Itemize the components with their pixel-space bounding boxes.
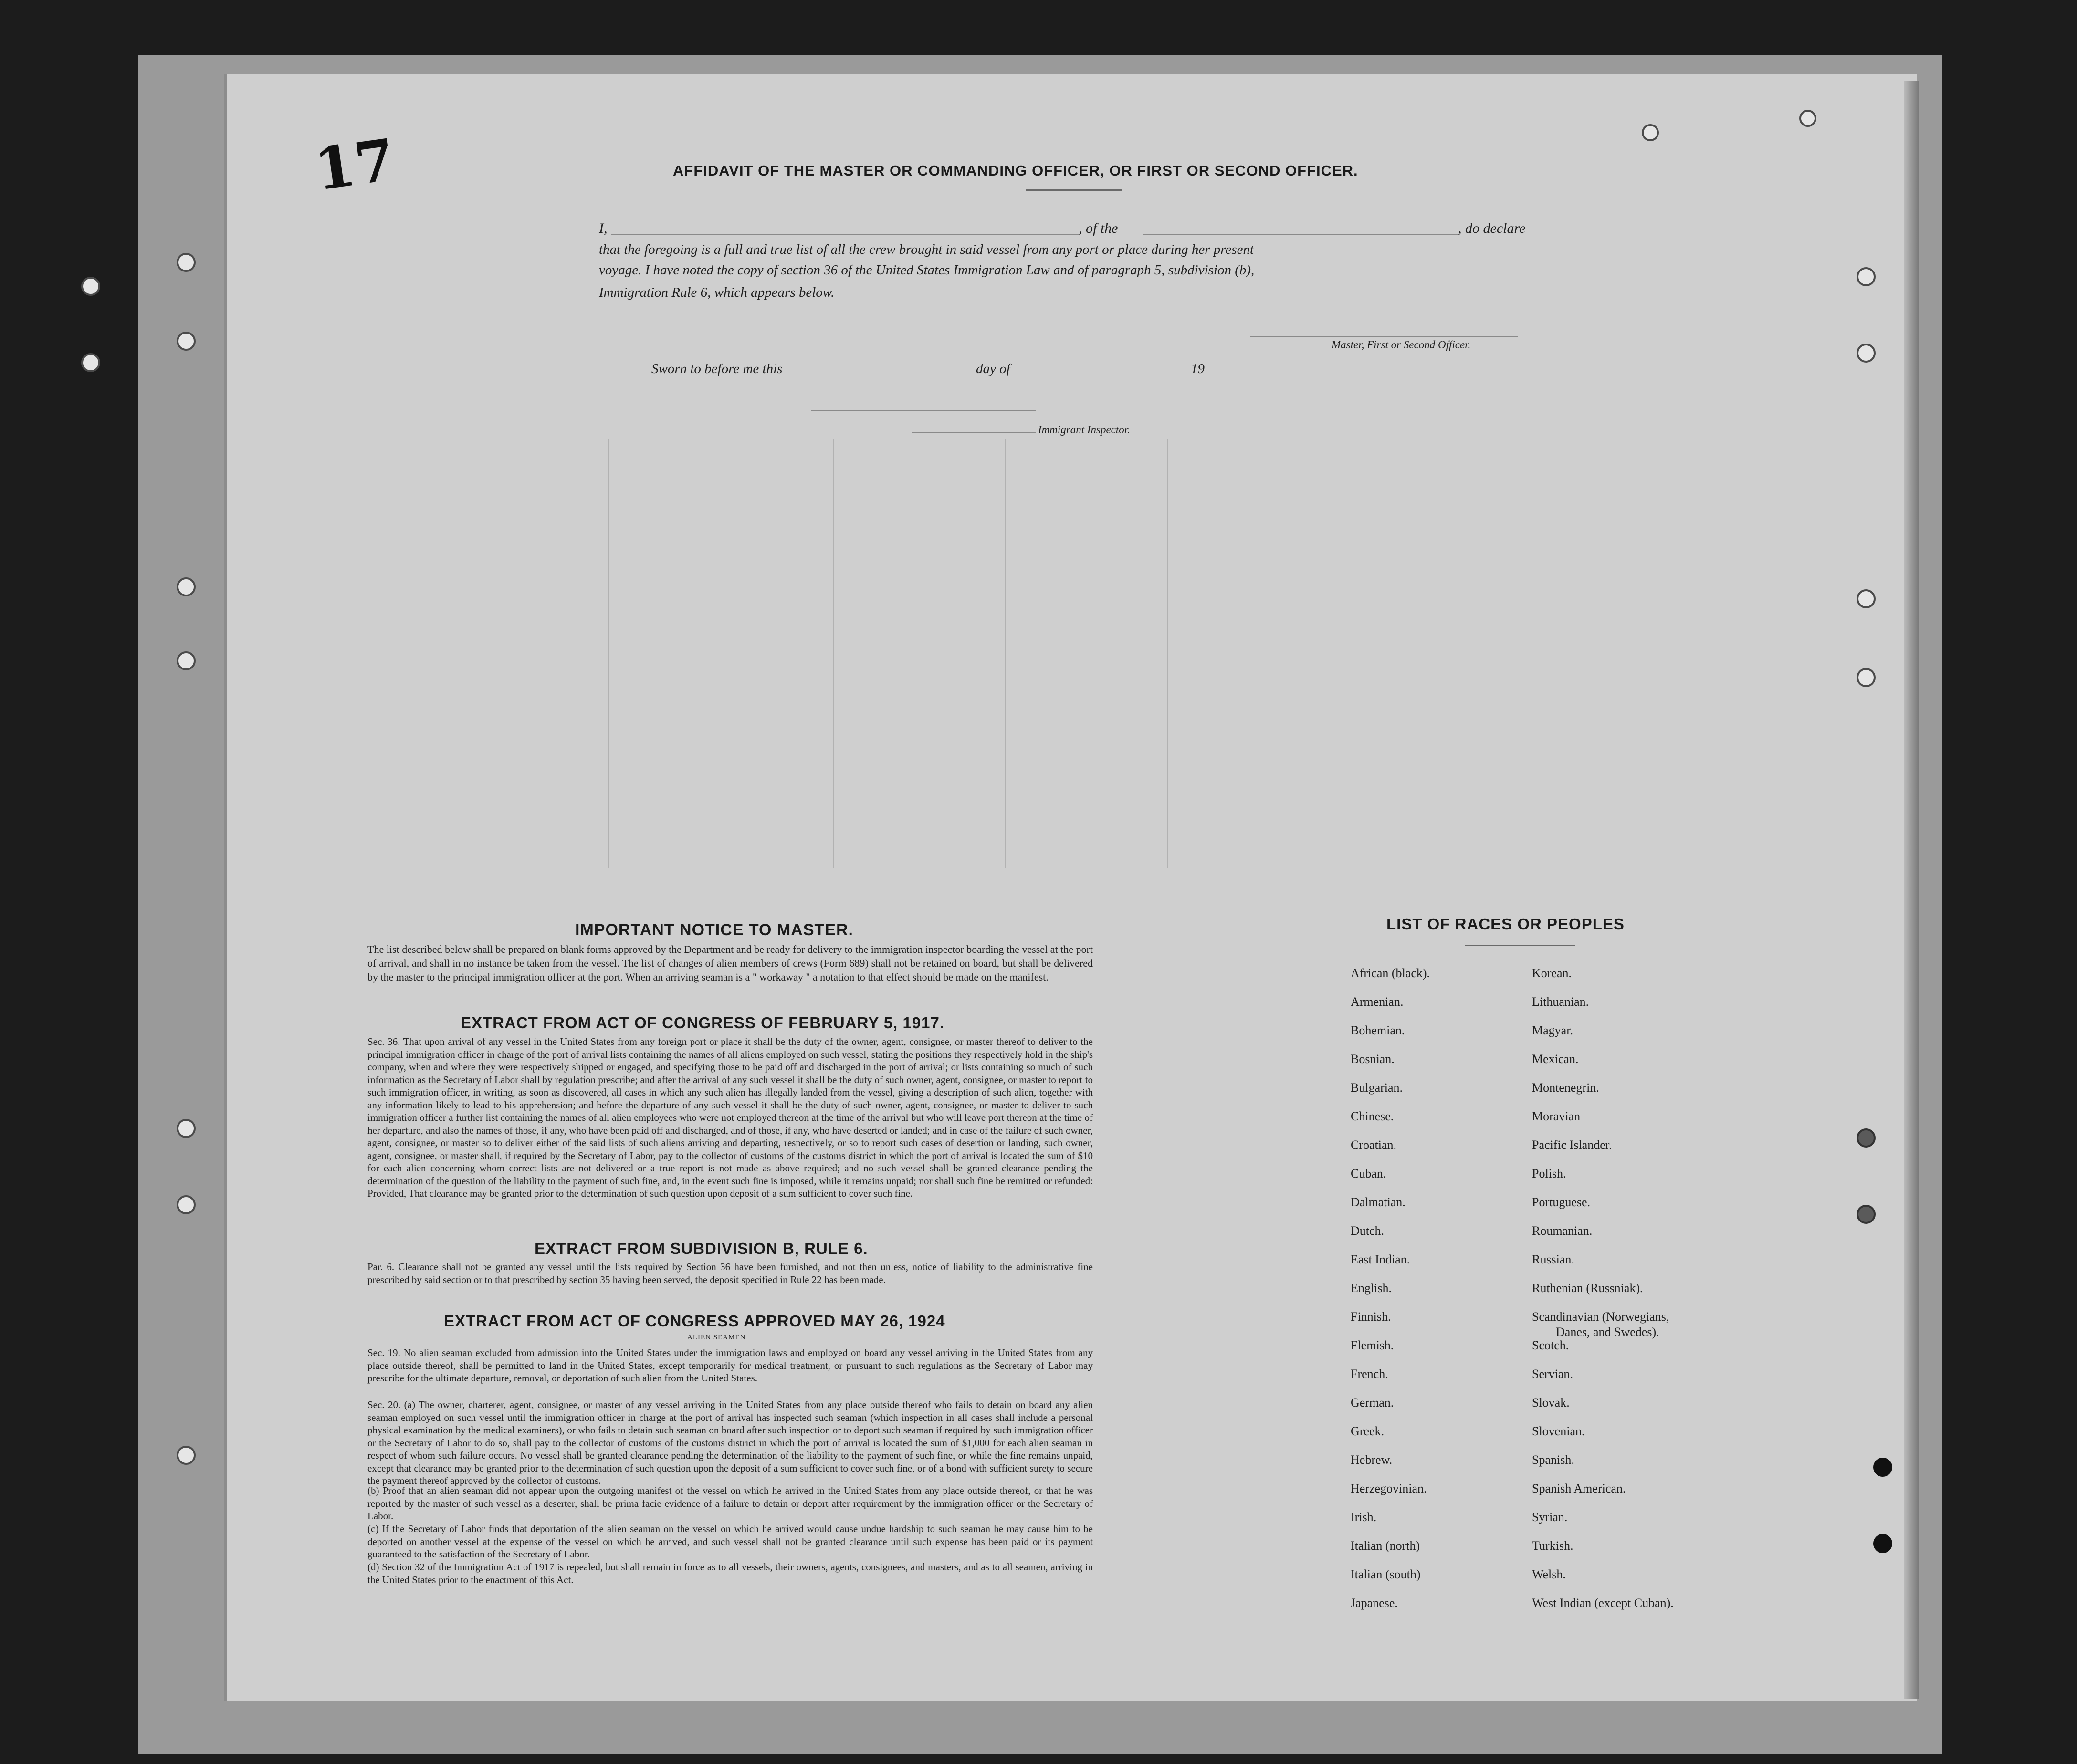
race-item: Finnish. (1351, 1310, 1391, 1324)
binder-hole-icon (1857, 1128, 1876, 1148)
race-item: Herzegovinian. (1351, 1482, 1427, 1495)
race-item: Bohemian. (1351, 1023, 1405, 1037)
race-item: East Indian. (1351, 1253, 1410, 1266)
binder-hole-icon (1857, 1205, 1876, 1224)
vessel-name-field (1143, 234, 1458, 235)
races-title-rule (1465, 945, 1575, 946)
race-item: Flemish. (1351, 1338, 1394, 1352)
race-item: Scotch. (1532, 1338, 1569, 1352)
race-item: Welsh. (1532, 1567, 1566, 1581)
race-item: Danes, and Swedes). (1556, 1325, 1659, 1339)
extract-1917-title: EXTRACT FROM ACT OF CONGRESS OF FEBRUARY 5, 1917. (461, 1014, 945, 1032)
affidavit-line1-of: , of the (1079, 220, 1118, 236)
race-item: Bulgarian. (1351, 1081, 1403, 1095)
notice-title: IMPORTANT NOTICE TO MASTER. (575, 921, 853, 939)
race-item: Pacific Islander. (1532, 1138, 1612, 1152)
race-item: Korean. (1532, 966, 1572, 980)
race-item: Polish. (1532, 1167, 1566, 1180)
column-line (833, 439, 834, 868)
binder-hole-icon (177, 332, 196, 351)
race-item: Armenian. (1351, 995, 1404, 1009)
binder-hole-icon (1642, 124, 1659, 141)
binder-hole-icon (177, 1195, 196, 1214)
race-item: West Indian (except Cuban). (1532, 1596, 1674, 1610)
affidavit-line2: that the foregoing is a full and true list of all the crew brought in said vessel from any port or place during her present (599, 242, 1254, 257)
extract-1924-title: EXTRACT FROM ACT OF CONGRESS APPROVED MAY 26, 1924 (444, 1312, 945, 1330)
race-item: Roumanian. (1532, 1224, 1593, 1238)
signature-label: Master, First or Second Officer. (1332, 339, 1471, 351)
affidavit-line3: voyage. I have noted the copy of section 36 of the United States Immigration Law and of paragraph 5, subdivision (b), (599, 262, 1255, 278)
inspector-signature-field (811, 410, 1036, 411)
binder-hole-icon (1873, 1534, 1892, 1553)
race-item: Irish. (1351, 1510, 1377, 1524)
race-item: Dutch. (1351, 1224, 1385, 1238)
race-item: Dalmatian. (1351, 1195, 1406, 1209)
race-item: Cuban. (1351, 1167, 1386, 1180)
extract-1924-sec20d: (d) Section 32 of the Immigration Act of 1917 is repealed, but shall remain in force as to all vessels, their owners, agents, consignees, and masters, and as to all seamen, arriving in the United States prior to the enactment of this Act. (367, 1561, 1093, 1586)
extract-1917-body: Sec. 36. That upon arrival of any vessel in the United States from any foreign port or place it shall be the duty of the owner, agent, consignee, or master thereof to deliver to the principal immigration officer in charge of the port of arrival lists containing the names of all aliens employed on such vessel, stating the positions they respectively hold in the ship's company, when and where they were respectively shipped or engaged, and specifying those to be paid off and discharged in the port of arrival; or lists containing so much of such information as the Secretary of Labor shall by regulation prescribe; and after the arrival of any such vessel it shall be the duty of such owner, agent, consignee, or master to report to such immigration officer, in writing, as soon as discovered, all cases in which any such alien has illegally landed from the vessel, giving a description of such alien, together with any information likely to lead to his apprehension; and before the departure of any such vessel it shall be the duty of such owner, agent, consignee, or master to deliver to such immigration officer a further list containing the names of all alien employees who were not employed thereon at the time of the arrival but who will leave port thereon at the time of her departure, and also the names of those, if any, who have been paid off and discharged, and of those, if any, who have deserted or landed; and in case of the failure of such owner, agent, consignee, or master so to deliver either of the said lists of such aliens arriving and departing, respectively, or so to report such cases of desertion or landing, such owner, agent, consignee, or master shall, if required by the Secretary of Labor, pay to the collector of customs of the customs district in which the port of arrival is located the sum of $10 for each alien concerning whom correct lists are not delivered or a true report is not made as above required; and no such vessel shall be granted clearance pending the determination of the question of the liability to the payment of such fine, and, in the event such fine is imposed, while it remains unpaid; nor shall such fine be remitted or refunded: Provided, That clearance may be granted prior to the determination of such question upon deposit of a sum sufficient to cover such fine. (367, 1036, 1093, 1199)
handwritten-mark: 17 (311, 126, 399, 204)
extract-1924-subtitle: ALIEN SEAMEN (687, 1334, 746, 1341)
sworn-year: 19 (1191, 361, 1205, 376)
race-item: Slovak. (1532, 1396, 1570, 1409)
binder-hole-icon (177, 651, 196, 670)
inspector-field (912, 432, 1036, 433)
binder-hole-icon (1857, 344, 1876, 363)
race-item: Montenegrin. (1532, 1081, 1599, 1095)
race-item: Spanish. (1532, 1453, 1574, 1467)
race-item: Mexican. (1532, 1052, 1579, 1066)
race-item: African (black). (1351, 966, 1430, 980)
affidavit-title: AFFIDAVIT OF THE MASTER OR COMMANDING OFFICER, OR FIRST OR SECOND OFFICER. (673, 162, 1358, 179)
extract-rule6-body: Par. 6. Clearance shall not be granted any vessel until the lists required by Section 36 have been furnished, and not then unless, notice of liability to the administrative fine prescribed by said section or to that prescribed by section 35 having been served, the deposit specified in Rule 22 has been made. (367, 1261, 1093, 1285)
affidavit-line4: Immigration Rule 6, which appears below. (599, 285, 835, 300)
binder-hole-icon (1857, 267, 1876, 286)
binder-hole-icon (1857, 589, 1876, 608)
race-item: Bosnian. (1351, 1052, 1395, 1066)
sworn-day-of: day of (976, 361, 1010, 376)
race-item: Servian. (1532, 1367, 1573, 1381)
race-item: Syrian. (1532, 1510, 1568, 1524)
extract-rule6-title: EXTRACT FROM SUBDIVISION B, RULE 6. (535, 1240, 868, 1257)
race-item: German. (1351, 1396, 1394, 1409)
binder-hole-icon (177, 1119, 196, 1138)
race-item: Magyar. (1532, 1023, 1573, 1037)
race-item: Slovenian. (1532, 1424, 1585, 1438)
column-line (1005, 439, 1006, 868)
binder-hole-icon (1873, 1458, 1892, 1477)
extract-1924-sec20a: Sec. 20. (a) The owner, charterer, agent, consignee, or master of any vessel arriving in the United States from any place outside thereof who fails to detain on board any alien seaman employed on such vessel until the immigration officer in charge at the port of arrival has inspected such seaman (which inspection in all cases shall include a personal physical examination by the medical examiners), or who fails to detain such seaman on board after such inspection or to deport such seaman if required by such immigration officer or the Secretary of Labor to do so, shall pay to the collector of customs of the customs district in which the port of arrival is located the sum of $1,000 for each alien seaman in respect of whom such failure occurs. No vessel shall be granted clearance pending the determination of the liability to the payment of such fine, or while the fine remains unpaid, except that clearance may be granted prior to the determination of such question upon the deposit of a sum sufficient to cover such fine, or of a bond with sufficient surety to secure the payment thereof approved by the collector of customs. (367, 1399, 1093, 1486)
race-item: Italian (north) (1351, 1539, 1420, 1553)
binder-hole-icon (1857, 668, 1876, 687)
page-edge (1904, 81, 1919, 1699)
race-item: Hebrew. (1351, 1453, 1393, 1467)
signature-field (1250, 336, 1518, 337)
extract-1924-sec19: Sec. 19. No alien seaman excluded from admission into the United States under the immigration laws and employed on board any vessel arriving in the United States from any place outside thereof, shall be permitted to land in the United States, except temporarily for medical treatment, or pursuant to such regulations as the Secretary of Labor may prescribe for the ultimate departure, removal, or deportation of such alien from the United States. (367, 1347, 1093, 1384)
officer-name-field (611, 234, 1079, 235)
race-item: Chinese. (1351, 1109, 1394, 1123)
race-item: Spanish American. (1532, 1482, 1626, 1495)
race-item: Moravian (1532, 1109, 1581, 1123)
race-item: Turkish. (1532, 1539, 1573, 1553)
binder-hole-icon (1799, 110, 1816, 127)
race-item: Croatian. (1351, 1138, 1397, 1152)
race-item: Italian (south) (1351, 1567, 1421, 1581)
race-item: French. (1351, 1367, 1388, 1381)
race-item: Portuguese. (1532, 1195, 1591, 1209)
race-item: Lithuanian. (1532, 995, 1589, 1009)
races-title: LIST OF RACES OR PEOPLES (1386, 915, 1625, 933)
binder-hole-icon (81, 353, 100, 372)
race-item: Russian. (1532, 1253, 1574, 1266)
affidavit-line1-start: I, (599, 220, 608, 236)
race-item: English. (1351, 1281, 1392, 1295)
notice-body: The list described below shall be prepared on blank forms approved by the Department and be ready for delivery to the immigration inspector boarding the vessel at the port of arrival, and shall in no instance be taken from the vessel. The list of changes of alien members of crews (Form 689) shall not be retained on board, but shall be delivered by the master to the principal immigration officer at the port. When an arriving seaman is a " workaway " a notation to that effect should be made on the manifest. (367, 943, 1093, 983)
column-line (1167, 439, 1168, 868)
binder-hole-icon (177, 1446, 196, 1465)
race-item: Greek. (1351, 1424, 1385, 1438)
sworn-text: Sworn to before me this (651, 361, 783, 376)
extract-1924-sec20b: (b) Proof that an alien seaman did not appear upon the outgoing manifest of the vessel on which he arrived in the United States from any place outside thereof, or that he was reported by the master of such vessel as a deserter, shall be prima facie evidence of a failure to detain or deport after requirement by the immigration officer or the Secretary of Labor. (367, 1485, 1093, 1522)
inspector-label: Immigrant Inspector. (1038, 424, 1130, 436)
binder-hole-icon (177, 577, 196, 596)
race-item: Scandinavian (Norwegians, (1532, 1310, 1669, 1324)
race-item: Japanese. (1351, 1596, 1398, 1610)
affidavit-line1-end: , do declare (1458, 220, 1526, 236)
binder-hole-icon (177, 253, 196, 272)
race-item: Ruthenian (Russniak). (1532, 1281, 1643, 1295)
column-line (608, 439, 609, 868)
extract-1924-sec20c: (c) If the Secretary of Labor finds that deportation of the alien seaman on the vessel on which he arrived would cause undue hardship to such seaman he may cause him to be deported on another vessel at the expense of the vessel on which he arrived, and such vessel shall not be granted clearance until such expense has been paid or its payment guaranteed to the satisfaction of the Secretary of Labor. (367, 1523, 1093, 1560)
affidavit-title-rule (1026, 189, 1122, 191)
binder-hole-icon (81, 277, 100, 296)
